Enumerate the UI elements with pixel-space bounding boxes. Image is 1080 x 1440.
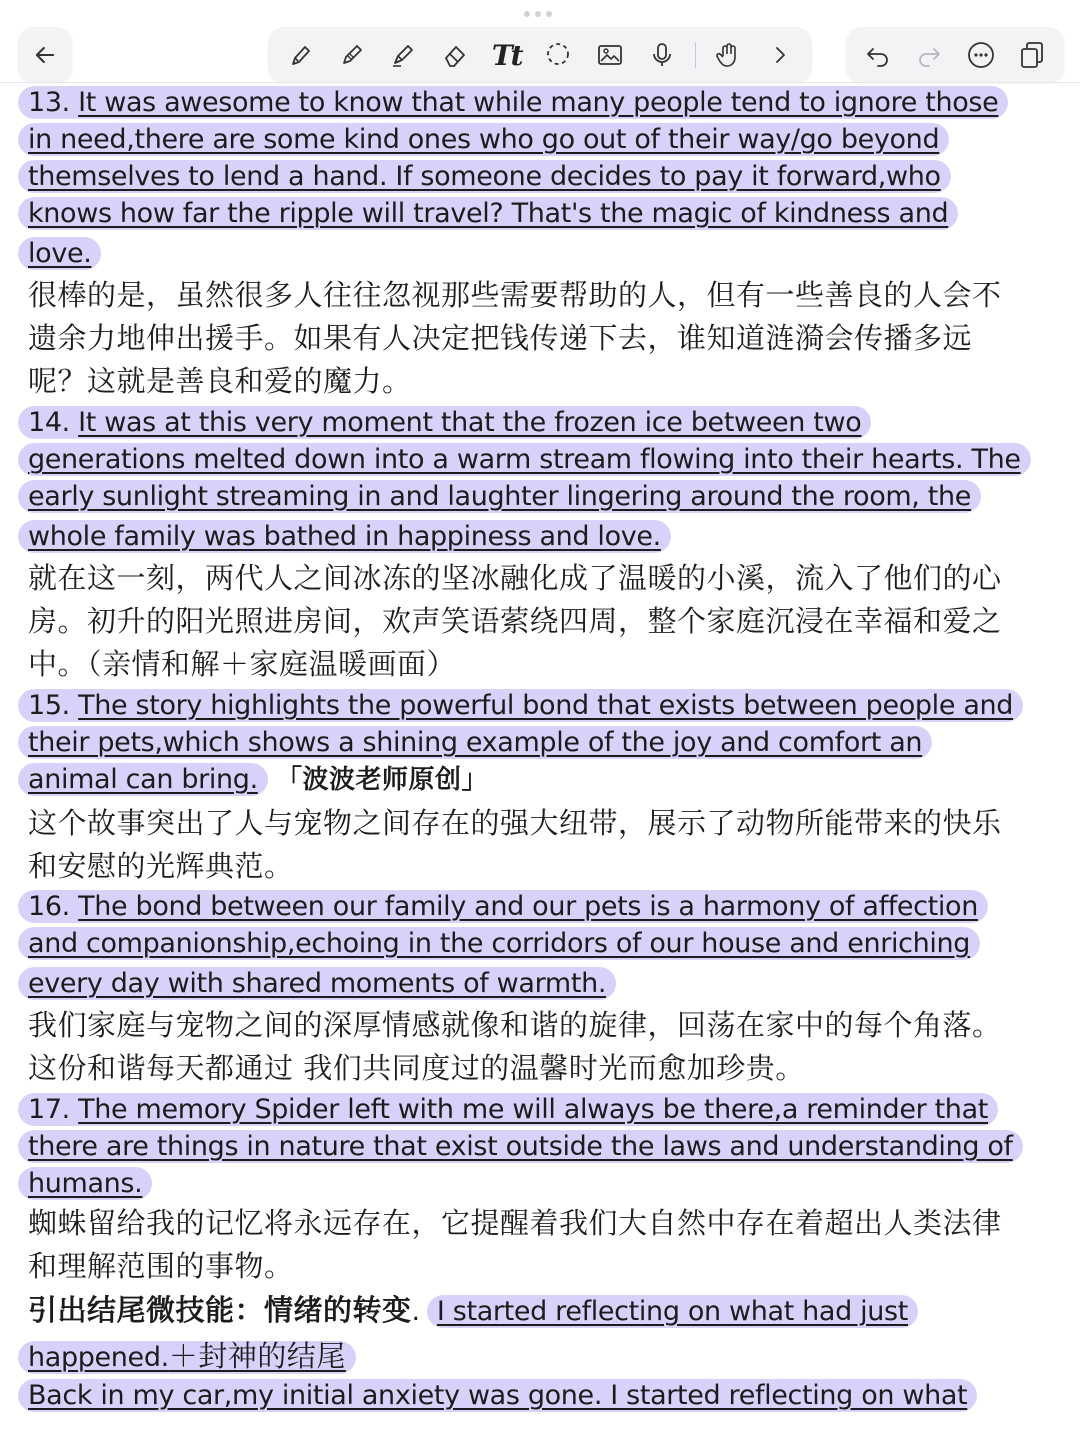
note-line: their pets,which shows a shining example of the joy and comfort an [28, 724, 932, 762]
redo-icon [914, 40, 944, 70]
hand-tool-button[interactable] [709, 36, 747, 74]
toolbar-divider-line [0, 82, 1080, 83]
highlighter-tool-button[interactable] [384, 36, 422, 74]
note-line: humans. [28, 1165, 152, 1203]
note-line: in need,there are some kind ones who go out of their way/go beyond [28, 121, 949, 159]
note-line: 很棒的是，虽然很多人往往忽视那些需要帮助的人，但有一些善良的人会不 [28, 278, 1002, 312]
window-grabber[interactable] [524, 11, 552, 17]
note-line: 16. The bond between our family and our pets is a harmony of affection [28, 888, 988, 926]
note-line: generations melted down into a warm stream flowing into their hearts. The [28, 441, 1031, 479]
eraser-icon [440, 40, 470, 70]
note-line: 房。初升的阳光照进房间，欢声笑语萦绕四周，整个家庭沉浸在幸福和爱之 [28, 604, 1002, 638]
note-line: 就在这一刻，两代人之间冰冻的坚冰融化成了温暖的小溪，流入了他们的心 [28, 561, 1002, 595]
note-line: 13. It was awesome to know that while many people tend to ignore those [28, 84, 1008, 122]
lasso-icon [543, 40, 573, 70]
chevron-right-icon [765, 40, 795, 70]
note-line: there are things in nature that exist outside the laws and understanding of [28, 1128, 1023, 1166]
pages-icon [1017, 40, 1047, 70]
note-line: and companionship,echoing in the corridors of our house and enriching [28, 925, 980, 963]
note-line: 17. The memory Spider left with me will always be there,a reminder that [28, 1091, 998, 1129]
toolbar-divider [695, 42, 696, 68]
note-line: 14. It was at this very moment that the frozen ice between two [28, 404, 871, 442]
pencil-icon [337, 40, 367, 70]
note-line: 呢？这就是善良和爱的魔力。 [28, 364, 412, 398]
author-tag: 「波波老师原创」 [276, 765, 489, 795]
note-line: Back in my car,my initial anxiety was gone. I started reflecting on what [28, 1377, 977, 1415]
note-line: 遗余力地伸出援手。如果有人决定把钱传递下去，谁知道涟漪会传播多远 [28, 321, 973, 355]
note-line: 和安慰的光辉典范。 [28, 849, 294, 883]
back-button[interactable] [18, 27, 72, 83]
image-tool-button[interactable] [591, 36, 629, 74]
image-icon [595, 40, 625, 70]
pen-tool-button[interactable] [281, 36, 319, 74]
more-icon [966, 40, 996, 70]
note-line: 15. The story highlights the powerful bond that exists between people and [28, 687, 1023, 725]
pencil-tool-button[interactable] [333, 36, 371, 74]
eraser-tool-button[interactable] [436, 36, 474, 74]
note-line: 和理解范围的事物。 [28, 1249, 294, 1283]
more-options-button[interactable] [962, 36, 1000, 74]
text-tool-button[interactable] [488, 36, 526, 74]
microphone-tool-button[interactable] [643, 36, 681, 74]
undo-icon [863, 40, 893, 70]
pages-button[interactable] [1013, 36, 1051, 74]
note-line: 我们家庭与宠物之间的深厚情感就像和谐的旋律，回荡在家中的每个角落。 [28, 1008, 1002, 1042]
note-line: every day with shared moments of warmth. [28, 965, 616, 1003]
note-line: 蜘蛛留给我的记忆将永远存在，它提醒着我们大自然中存在着超出人类法律 [28, 1206, 1002, 1240]
tool-palette [268, 27, 812, 83]
document-actions [846, 27, 1064, 83]
hand-icon [713, 40, 743, 70]
pen-icon [285, 40, 315, 70]
section-heading: 引出结尾微技能：情绪的转变 [28, 1293, 412, 1327]
note-line: love. [28, 235, 101, 273]
more-tools-button[interactable] [761, 36, 799, 74]
note-line: whole family was bathed in happiness and love. [28, 518, 671, 556]
note-line: animal can bring. 「波波老师原创」 [28, 761, 488, 799]
undo-button[interactable] [859, 36, 897, 74]
note-line: 这个故事突出了人与宠物之间存在的强大纽带，展示了动物所能带来的快乐 [28, 806, 1002, 840]
redo-button[interactable] [910, 36, 948, 74]
note-line: 中。（亲情和解＋家庭温暖画面） [28, 647, 457, 681]
note-line: happened.＋封神的结尾 [28, 1337, 356, 1375]
note-line: 引出结尾微技能：情绪的转变. I started reflecting on what had just [28, 1291, 918, 1329]
lasso-tool-button[interactable] [539, 36, 577, 74]
note-line: early sunlight streaming in and laughter lingering around the room, the [28, 478, 981, 516]
chevron-left-icon [31, 41, 59, 69]
note-line: knows how far the ripple will travel? That's the magic of kindness and [28, 195, 958, 233]
note-line: themselves to lend a hand. If someone decides to pay it forward,who [28, 158, 951, 196]
text-tool-label: Tt [491, 38, 522, 72]
microphone-icon [647, 40, 677, 70]
note-line: 这份和谐每天都通过 我们共同度过的温馨时光而愈加珍贵。 [28, 1051, 805, 1085]
highlighter-icon [388, 40, 418, 70]
